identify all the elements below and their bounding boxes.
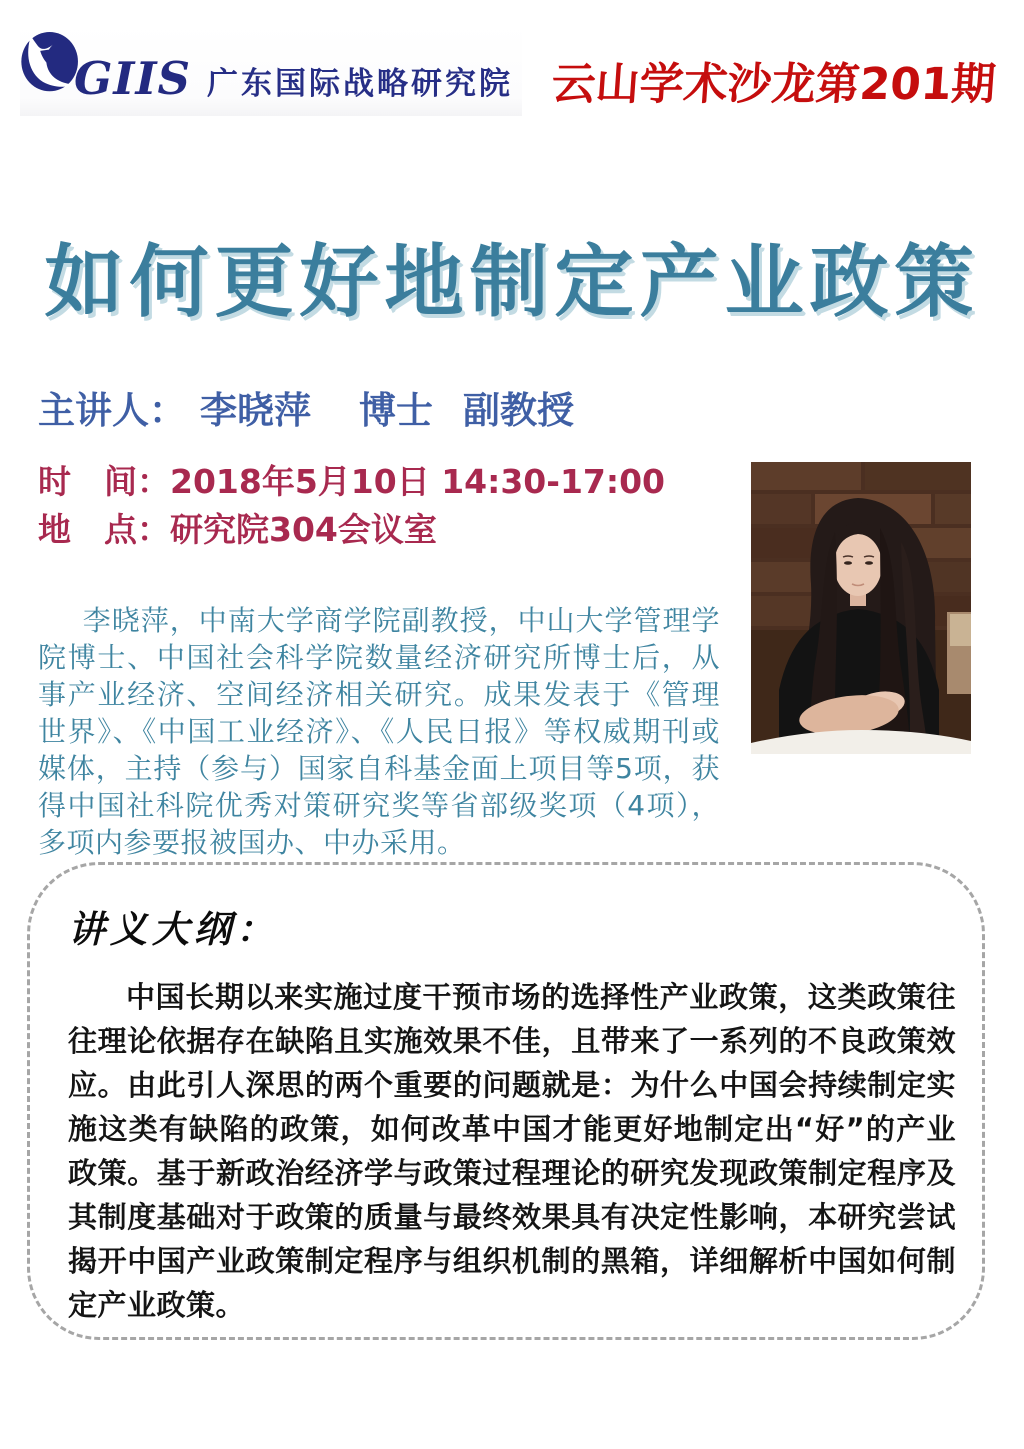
speaker-degree: 博士 xyxy=(359,389,433,432)
time-row xyxy=(38,458,665,506)
venue-label: 地 点： xyxy=(38,510,170,549)
time-label: 时 间： xyxy=(38,462,170,501)
giis-globe-swoosh-icon xyxy=(20,28,82,98)
speaker-position: 副教授 xyxy=(463,389,574,432)
speaker-label: 主讲人： xyxy=(38,389,186,432)
venue-row xyxy=(38,506,665,554)
outline-heading: 讲义大纲： xyxy=(68,908,278,951)
time-value: 2018年5月10日 14:30-17:00 xyxy=(170,462,665,501)
speaker-photo xyxy=(751,462,971,754)
salon-series-label: 云山学术沙龙第201期 xyxy=(549,59,998,110)
schedule-block xyxy=(38,458,665,554)
seminar-title: 如何更好地制定产业政策 xyxy=(44,236,980,328)
institute-logo-block xyxy=(20,24,522,116)
institute-name: 广东国际战略研究院 xyxy=(207,66,514,102)
outline-box xyxy=(27,862,985,1340)
logo-acronym: GIIS xyxy=(74,52,192,105)
speaker-bio: 李晓萍，中南大学商学院副教授，中山大学管理学院博士、中国社会科学院数量经济研究所博士后，从事产业经济、空间经济相关研究。成果发表于《管理世界》、《中国工业经济》、《人民日报》等权威期刊或媒体，主持（参与）国家自科基金面上项目等5项，获得中国社科院优秀对策研究奖等省部级奖项（4项），多项内参要报被国办、中办采用。 xyxy=(38,604,720,859)
venue-value: 研究院304会议室 xyxy=(170,510,437,549)
speaker-name: 李晓萍 xyxy=(200,389,311,432)
speaker-line xyxy=(38,380,574,434)
outline-abstract: 中国长期以来实施过度干预市场的选择性产业政策，这类政策往往理论依据存在缺陷且实施效果不佳，且带来了一系列的不良政策效应。由此引人深思的两个重要的问题就是：为什么中国会持续制定实施这类有缺陷的政策，如何改革中国才能更好地制定出“好”的产业政策。基于新政治经济学与政策过程理论的研究发现政策制定程序及其制度基础对于政策的质量与最终效果具有决定性影响，本研究尝试揭开中国产业政策制定程序与组织机制的黑箱，详细解析中国如何制定产业政策。 xyxy=(68,980,956,1322)
